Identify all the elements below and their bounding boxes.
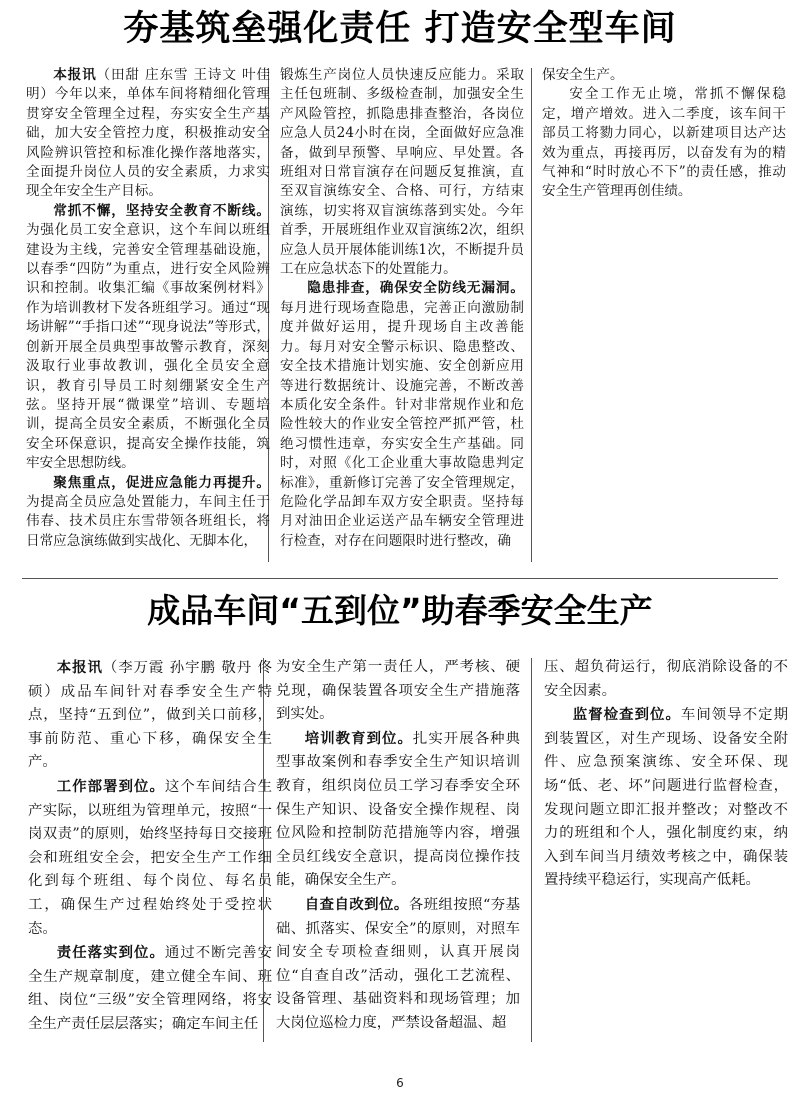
paragraph-text: 为安全生产第一责任人，严考核、硬兑现，确保装置各项安全生产措施落到实处。 — [276, 659, 520, 723]
article-2-column-2 — [276, 656, 520, 1048]
paragraph-text: 车间领导不定期到装置区，对生产现场、设备安全附件、应急预案演练、安全环保、现场“低、老、坏”问题进行监督检查，发现问题立即汇报并整改；对整改不力的班组和个人，强化制度约束，纳入到车间当月绩效考核之中，确保装置持续平稳运行，实现高产低耗。 — [544, 707, 788, 889]
paragraph-text: 保安全生产。 — [542, 67, 624, 83]
paragraph-lead: 隐患排查，确保安全防线无漏洞。 — [307, 280, 524, 297]
section-divider — [22, 578, 778, 579]
paragraph-lead: 常抓不懈，坚持安全教育不断线。 — [53, 202, 270, 219]
column-divider — [531, 68, 532, 562]
paragraph-text: 每月进行现场查隐患，完善正向激励制度并做好运用，提升现场自主改善能力。每月对安全警示标识、隐患整改、安全技术措施计划实施、安全创新应用等进行数据统计、设施完善，不断改善本质化安全条件。针对非常规作业和危险性较大的作业安全管控严抓严管，杜绝习惯性违章，夯实安全生产基础。同时，对照《化工企业重大事故隐患判定标准》，重新修订完善了安全管理规定，危险化学品卸车双方安全职责。坚持每月对油田企业运送产品车辆安全管理进行检查，对存在问题限时进行整改，确 — [280, 299, 524, 549]
paragraph-text: （李万霞 孙宇鹏 敬丹 佟硕）成品车间针对春季安全生产特点，坚持“五到位”，做到关口前移，事前防范、重心下移，确保安全生产。 — [28, 660, 272, 771]
article-paragraph — [280, 279, 524, 551]
paragraph-text: 通过不断完善安全生产规章制度，建立健全车间、班组、岗位“三级”安全管理网络，将安全生产责任层层落实；确定车间主任 — [28, 945, 272, 1032]
paragraph-text: 这个车间结合生产实际，以班组为管理单元，按照“一岗双责”的原则，始终坚持每日交接班会和班组安全会，把安全生产工作细化到每个班组、每个岗位、每名员工，确保生产过程始终处于受控状态。 — [28, 778, 272, 937]
article-1-column-3 — [542, 66, 786, 566]
article-paragraph — [544, 703, 788, 893]
paragraph-text: （田甜 庄东雪 王诗文 叶佳明）今年以来，单体车间将精细化管理贯穿安全管理全过程，夯实安全生产基础，加大安全管控力度，积极推动安全风险辨识管控和标准化操作落地落实，全面提升岗位人员的安全素质，力求实现全年安全生产目标。 — [26, 67, 270, 200]
paragraph-lead: 本报讯 — [53, 67, 97, 83]
article-paragraph — [542, 85, 786, 201]
article-paragraph — [26, 66, 270, 202]
article-paragraph — [26, 474, 270, 552]
article-1-headline: 夯基筑垒强化责任 打造安全型车间 — [123, 9, 677, 49]
article-paragraph — [26, 202, 270, 474]
article-paragraph — [276, 893, 520, 1036]
article-1-column-1 — [26, 66, 270, 566]
article-paragraph — [276, 656, 520, 727]
paragraph-text: 安全工作无止境，常抓不懈保稳定，增产增效。进入二季度，该车间干部员工将勠力同心，以新建项目达产达效为重点，再接再厉，以奋发有为的精气神和“时时放心不下”的责任感，推动安全生产管理再创佳绩。 — [542, 86, 786, 200]
article-paragraph — [28, 941, 272, 1036]
paragraph-text: 扎实开展各种典型事故案例和春季安全生产知识培训教育，组织岗位员工学习春季安全环保生产知识、设备安全操作规程、岗位风险和控制防范措施等内容，增强全员红线安全意识，提高岗位操作技能，确保安全生产。 — [276, 730, 520, 889]
article-2-headline: 成品车间“五到位”助春季安全生产 — [147, 591, 653, 630]
article-2-column-1 — [28, 656, 272, 1048]
paragraph-lead: 本报讯 — [56, 659, 103, 676]
paragraph-text: 压、超负荷运行，彻底消除设备的不安全因素。 — [544, 659, 788, 699]
paragraph-lead: 培训教育到位。 — [304, 729, 413, 747]
article-paragraph — [28, 656, 272, 775]
article-paragraph — [28, 775, 272, 941]
paragraph-text: 为强化员工安全意识，这个车间以班组建设为主线，完善安全管理基础设施，以春季“四防”为重点，进行安全风险辨识和控制。收集汇编《事故案例材料》作为培训教材下发各班组学习。通过“现场讲解”“手指口述”“现身说法”等形式，创新开展全员典型事故警示教育，深刻汲取行业事故教训，强化全员安全意识，教育引导员工时刻绷紧安全生产弦。坚持开展“微课堂”培训、专题培训，提高全员安全素质，不断强化全员安全环保意识，提高安全操作技能，筑牢安全思想防线。 — [26, 222, 270, 472]
paragraph-text: 锻炼生产岗位人员快速反应能力。采取主任包班制、多级检查制，加强安全生产风险管控，抓隐患排查整治，各岗位应急人员24小时在岗，全面做好应急准备，做到早预警、早响应、早处置。各班组对日常盲演存在问题反复推演，直至双盲演练安全、合格、可行，方结束演练，切实将双盲演练落到实处。今年首季，开展班组作业双盲演练2次，组织应急人员开展体能训练1次，不断提升员工在应急状态下的处置能力。 — [280, 67, 524, 278]
article-2-column-3 — [544, 656, 788, 1048]
article-paragraph — [280, 66, 524, 279]
paragraph-lead: 责任落实到位。 — [56, 944, 165, 962]
paragraph-text: 各班组按照“夯基础、抓落实、保安全”的原则，对照车间安全专项检查细则，认真开展岗位“自查自改”活动，强化工艺流程、设备管理、基础资料和现场管理；加大岗位巡检力度，严禁设备超温、超 — [276, 896, 520, 1031]
article-1-column-2 — [280, 66, 524, 566]
paragraph-lead: 聚焦重点，促进应急能力再提升。 — [53, 474, 270, 491]
article-paragraph — [276, 727, 520, 893]
article-paragraph — [544, 656, 788, 703]
paragraph-lead: 工作部署到位。 — [56, 777, 165, 795]
column-divider — [531, 658, 532, 1042]
article-paragraph — [542, 66, 786, 85]
paragraph-lead: 自查自改到位。 — [304, 895, 409, 913]
paragraph-lead: 监督检查到位。 — [572, 706, 681, 724]
page-number: 6 — [396, 1076, 404, 1090]
paragraph-text: 为提高全员应急处置能力，车间主任于伟春、技术员庄东雪带领各班组长，将日常应急演练做到实战化、无脚本化， — [26, 493, 270, 549]
